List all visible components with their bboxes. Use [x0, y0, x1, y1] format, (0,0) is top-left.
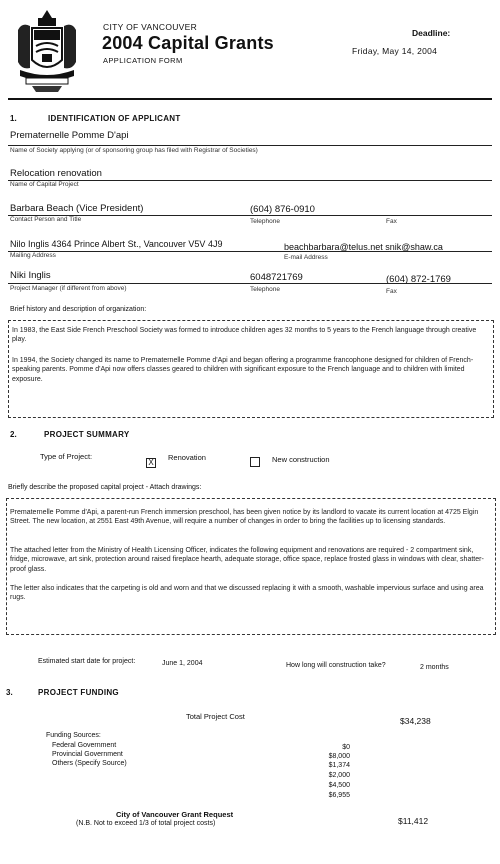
describe-label: Briefly describe the proposed capital project - Attach drawings: [8, 484, 202, 491]
grant-request-note: (N.B. Not to exceed 1/3 of total project costs) [76, 820, 216, 827]
contact-caption: Contact Person and Title [10, 216, 82, 223]
project-name: Relocation renovation [10, 168, 102, 179]
total-cost-value: $34,238 [400, 716, 431, 726]
new-construction-checkbox[interactable] [250, 454, 260, 472]
others-value-4: $6,955 [328, 792, 350, 799]
description-paragraph-3: The letter also indicates that the carpeting is old and worn and that we discussed replacing it with a smooth, washable impervious surface and using area rugs. [10, 585, 484, 602]
history-paragraph-1: In 1983, the East Side French Preschool Society was formed to introduce children ages 32 months to 5 years to the French language through creative play. [12, 327, 477, 344]
new-construction-box [250, 457, 260, 467]
header-divider [8, 98, 492, 100]
history-paragraph-2: In 1994, the Society changed its name to Prematernelle Pomme d'Api and began offering a programme francophone designed for children of French-speaking parents. Pomme d'Api now offers classes geared to children with significant exposure to the French language and to children with limited exposure. [12, 357, 474, 383]
telephone-caption: Telephone [250, 218, 280, 225]
section2-title: PROJECT SUMMARY [44, 430, 130, 439]
form-subtitle: APPLICATION FORM [103, 56, 183, 65]
description-paragraph-2: The attached letter from the Ministry of Health Licensing Officer, indicates the following equipment and renovations are required - 2 compartment sink, fridge, microwave, art sink, protection around raised fireplace hearth, adequate storage, office space, replace frosted glass in windows with clear, shatter-proof glass. [10, 547, 484, 573]
others-value-1: $1,374 [328, 762, 350, 769]
contact-phone: (604) 876-0910 [250, 204, 315, 215]
new-construction-label: New construction [272, 455, 330, 464]
others-value-3: $4,500 [328, 782, 350, 789]
manager-telephone-caption: Telephone [250, 286, 280, 293]
city-crest [12, 8, 82, 94]
renovation-label: Renovation [168, 453, 206, 462]
description-paragraph-1: Prematernelle Pomme d'Api, a parent-run French immersion preschool, has been given notice by its landlord to vacate its current location at 4725 Elgin Street. The new location, at 2551 East 49th Avenue, will require a number of changes in order to bring the facilities up to licensing standards. [10, 509, 479, 526]
deadline-label: Deadline: [412, 28, 451, 38]
section1-number: 1. [10, 114, 17, 123]
project-caption: Name of Capital Project [10, 181, 79, 188]
federal-value: $0 [342, 744, 350, 751]
email-addresses: beachbarbara@telus.net snik@shaw.ca [284, 242, 443, 252]
start-date-value: June 1, 2004 [162, 660, 203, 667]
section3-title: PROJECT FUNDING [38, 688, 119, 697]
city-name: CITY OF VANCOUVER [103, 22, 198, 32]
society-rule [8, 145, 492, 146]
email-caption: E-mail Address [284, 254, 328, 261]
project-type-label: Type of Project: [40, 452, 93, 461]
society-caption: Name of Society applying (or of sponsoring group has filed with Registrar of Societies) [10, 147, 258, 154]
deadline-date: Friday, May 14, 2004 [352, 46, 438, 56]
others-label: Others (Specify Source) [52, 760, 127, 767]
section2-number: 2. [10, 430, 17, 439]
duration-value: 2 months [420, 664, 449, 671]
grant-request-label: City of Vancouver Grant Request [116, 810, 234, 819]
provincial-value: $8,000 [328, 753, 350, 760]
funding-sources-label: Funding Sources: [46, 732, 101, 739]
mailing-rule [8, 251, 492, 252]
start-date-label: Estimated start date for project: [38, 658, 136, 665]
others-value-2: $2,000 [328, 772, 350, 779]
provincial-label: Provincial Government [52, 751, 123, 758]
contact-name: Barbara Beach (Vice President) [10, 203, 144, 214]
manager-rule [8, 283, 492, 284]
history-label: Brief history and description of organization: [10, 306, 147, 313]
project-rule [8, 180, 492, 181]
section3-number: 3. [6, 688, 13, 697]
manager-caption: Project Manager (if different from above) [10, 285, 127, 292]
renovation-checkmark: X [146, 458, 156, 468]
section1-title: IDENTIFICATION OF APPLICANT [48, 114, 181, 123]
manager-name: Niki Inglis [10, 270, 51, 281]
manager-phone: 6048721769 [250, 272, 303, 283]
manager-fax: (604) 872-1769 [386, 274, 451, 285]
manager-fax-caption: Fax [386, 288, 397, 295]
total-cost-label: Total Project Cost [186, 712, 245, 721]
federal-label: Federal Government [52, 742, 117, 749]
renovation-checkbox[interactable] [146, 452, 156, 470]
mailing-address: Nilo Inglis 4364 Prince Albert St., Vancouver V5V 4J9 [10, 239, 223, 249]
duration-label: How long will construction take? [286, 662, 386, 669]
fax-caption: Fax [386, 218, 397, 225]
grant-request-value: $11,412 [398, 816, 429, 826]
form-title: 2004 Capital Grants [102, 33, 274, 53]
mailing-caption: Mailing Address [10, 252, 56, 259]
society-name: Prematernelle Pomme D'api [10, 130, 129, 141]
